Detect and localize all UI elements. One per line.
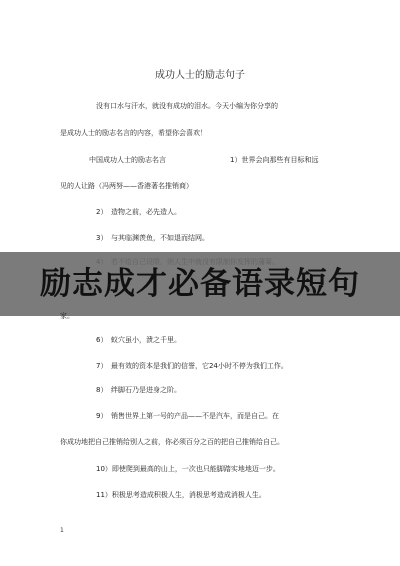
intro-line-2: 是成功人士的励志名言的内容，希望你会喜欢！ xyxy=(60,129,207,137)
item-6: 6） 蚁穴虽小，溃之千里。 xyxy=(96,336,181,344)
item-11: 11）积极思考造成积极人生，消极思考造成消极人生。 xyxy=(96,491,266,499)
section-heading: 中国成功人士的励志名言 xyxy=(89,156,166,164)
item-1-line-1: 1）世界会向那些有目标和远 xyxy=(230,156,319,164)
item-8: 8） 绊脚石乃是进身之阶。 xyxy=(96,386,181,394)
title-banner xyxy=(0,252,400,316)
item-9-line-1: 9） 销售世界上第一号的产品——不是汽车，而是自己。在 xyxy=(96,412,279,420)
intro-line-1: 没有口水与汗水，就没有成功的泪水。今天小编为你分享的 xyxy=(96,102,278,110)
item-7: 7） 最有效的资本是我们的信誉，它24小时不停为我们工作。 xyxy=(96,362,288,370)
item-9-line-2: 你成功地把自己推销给别人之前，你必须百分之百的把自己推销给自己。 xyxy=(60,438,284,446)
item-1-line-2: 见的人让路（冯两努——香港著名推销商） xyxy=(60,182,193,190)
item-2: 2） 造物之前，必先造人。 xyxy=(96,208,181,216)
banner-title: 励志成才必备语录短句 xyxy=(40,266,360,302)
page-number: 1 xyxy=(60,527,64,534)
item-5-tail: 家。 xyxy=(60,312,74,320)
item-3: 3） 与其临渊羡鱼，不如退而结网。 xyxy=(96,234,209,242)
item-10: 10）即使爬到最高的山上，一次也只能脚踏实地地迈一步。 xyxy=(96,465,280,473)
document-title: 成功人士的励志句子 xyxy=(155,70,245,81)
